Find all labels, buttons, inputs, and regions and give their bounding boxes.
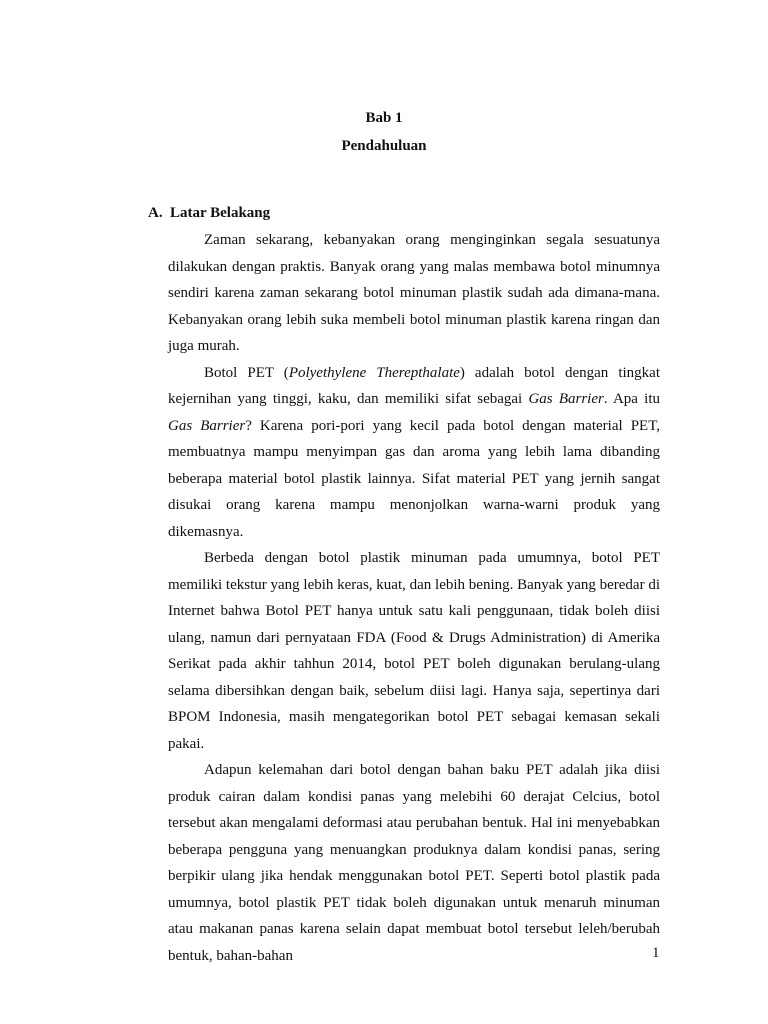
body-text (168, 227, 660, 969)
section-letter: A. (148, 205, 163, 221)
chapter-title: Pendahuluan (341, 138, 427, 154)
paragraph: Zaman sekarang, kebanyakan orang menginginkan segala sesuatunya dilakukan dengan praktis. Banyak orang yang malas membawa botol minumnya sendiri karena zaman sekarang botol minuman plastik sudah ada dimana-mana. Kebanyakan orang lebih suka membeli botol minuman plastik karena ringan dan juga murah. (168, 232, 660, 354)
page-number: 1 (652, 945, 660, 961)
italic-term: Gas Barrier (168, 417, 246, 434)
paragraph-text: . Apa itu (603, 391, 661, 407)
chapter-number: Bab 1 (365, 110, 403, 126)
italic-term: Polyethylene Therepthalate (288, 364, 460, 381)
paragraph-text: Botol PET ( (204, 364, 289, 381)
paragraph (168, 360, 660, 546)
paragraph: Berbeda dengan botol plastik minuman pada umumnya, botol PET memiliki tekstur yang lebih keras, kuat, dan lebih bening. Banyak yang beredar di Internet bahwa Botol PET hanya untuk satu kali penggunaan, tidak boleh diisi ulang, namun dari pernyataan FDA (Food & Drugs Administration) di Amerika Serikat pada akhir tahhun 2014, botol PET boleh digunakan berulang-ulang selama dibersihkan dengan baik, sebelum diisi lagi. Hanya saja, sepertinya dari BPOM Indonesia, masih mengategorikan botol PET sebagai kemasan sekali pakai. (168, 550, 660, 752)
section-heading (148, 203, 270, 223)
paragraph-text: ) adalah botol dengan tingkat kejernihan yang tinggi, kaku, dan memiliki sifat sebagai (168, 364, 660, 407)
paragraph: Adapun kelemahan dari botol dengan bahan baku PET adalah jika diisi produk cairan dalam kondisi panas yang melebihi 60 derajat Celcius, botol tersebut akan mengalami deformasi atau perubahan bentuk. Hal ini menyebabkan beberapa pengguna yang menuangkan produknya dalam kondisi panas, sering berpikir ulang jika hendak menggunakan botol PET. Seperti botol plastik pada umumnya, botol plastik PET tidak boleh digunakan untuk menaruh minuman atau makanan panas karena selain dapat membuat botol tersebut leleh/berubah bentuk, bahan-bahan (168, 762, 660, 964)
section-title: Latar Belakang (170, 205, 271, 221)
italic-term: Gas Barrier (528, 391, 604, 407)
paragraph-text: ? Karena pori-pori yang kecil pada botol dengan material PET, membuatnya mampu menyimpan gas dan aroma yang lebih lama dibanding beberapa material botol plastik lainnya. Sifat material PET yang jernih sangat disukai orang karena mampu menonjolkan warna-warni produk yang dikemasnya. (168, 417, 660, 540)
